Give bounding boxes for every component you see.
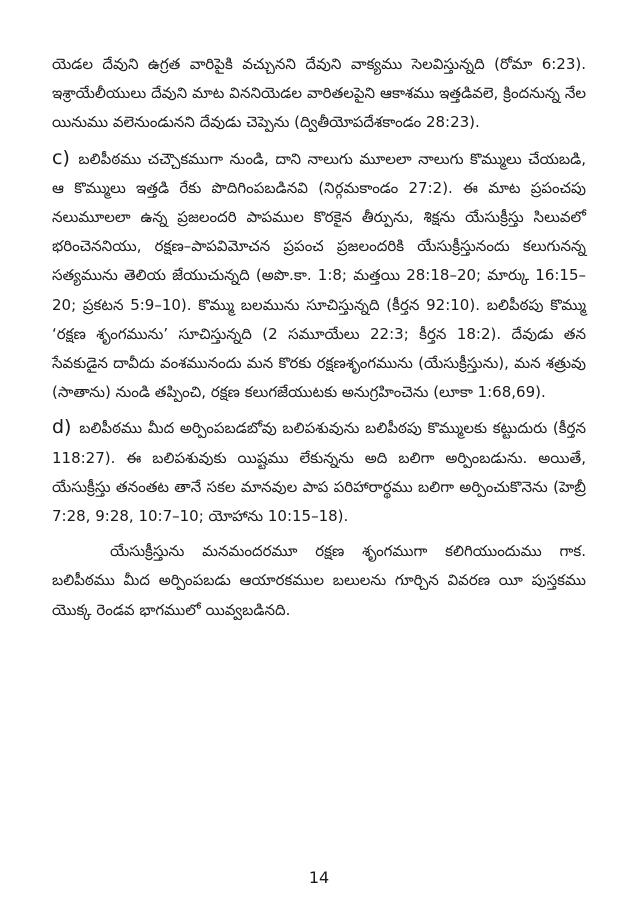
page-number: 14 <box>308 868 330 887</box>
paragraph-closing <box>52 537 586 625</box>
paragraph-text: యేసుక్రీస్తును మనమందరమూ రక్షణ శృంగముగా కలిగియుందుము గాక. బలిపీఠము మీద అర్పింపబడు ఆయారకముల బలులను గూర్చిన వివరణ యీ పుస్తకము యొక్క రెండవ భాగములో యివ్వబడినది. <box>52 542 586 619</box>
paragraph-text: యెడల దేవుని ఉగ్రత వారిపైకి వచ్చునని దేవుని వాక్యము సెలవిస్తున్నది (రోమా 6:23). ఇశ్రాయేలీయులు దేవుని మాట విననియెడల వారితలపైని ఆకాశము ఇత్తడివలె, క్రిందనున్న నేల యినుము వలెనుండునని దేవుడు చెప్పెను (ద్వితీయోపదేశకాండం 28:23). <box>52 55 586 132</box>
paragraph-c <box>52 144 586 408</box>
paragraph-continuation <box>52 50 586 138</box>
paragraph-marker: c) <box>52 146 70 169</box>
paragraph-text: బలిపీఠము చచ్చౌకముగా నుండి, దాని నాలుగు మూలలా నాలుగు కొమ్ములు చేయబడి, ఆ కొమ్ములు ఇత్తడి రేకు పొదిగింపబడినవి (నిర్గమకాండం 27:2). ఈ మాట ప్రపంచపు నలుమూలలా ఉన్న ప్రజలందరి పాపముల కొరకైన తీర్పును, శిక్షను యేసుక్రీస్తు సిలువలో భరించెననియు, రక్షణ–పాపవిమోచన ప్రపంచ ప్రజలందరికి యేసుక్రీస్తునందు కలుగునన్న సత్యమును తెలియ జేయుచున్నది (అపొ.కా. 1:8; మత్తయి 28:18–20; మార్కు 16:15–20; ప్రకటన 5:9–10). కొమ్ము బలమును సూచిస్తున్నది (కీర్తన 92:10). బలిపీఠపు కొమ్ము ‘రక్షణ శృంగమును’ సూచిస్తున్నది (2 సమూయేలు 22:3; కీర్తన 18:2). దేవుడు తన సేవకుడైన దావీదు వంశమునందు మన కొరకు రక్షణశృంగమును (యేసుక్రీస్తును), మన శత్రువు (సాతాను) నుండి తప్పించి, రక్షణ కలుగజేయుటకు అనుగ్రహించెను (లూకా 1:68,69). <box>52 149 586 402</box>
paragraph-text: బలిపీఠము మీద అర్పింపబడబోవు బలిపశువును బలిపీఠపు కొమ్ములకు కట్టుదురు (కీర్తన 118:27). ఈ బలిపశువుకు యిష్టము లేకున్నను అది బలిగా అర్పింబడును. అయితే, యేసుక్రీస్తు తనంతట తానే సకల మానవుల పాప పరిహారార్థము బలిగా అర్పించుకొనెను (హెబ్రీ 7:28, 9:28, 10:7–10; యోహాను 10:15–18). <box>52 419 586 526</box>
paragraph-marker: d) <box>52 416 72 439</box>
paragraph-d <box>52 413 586 531</box>
